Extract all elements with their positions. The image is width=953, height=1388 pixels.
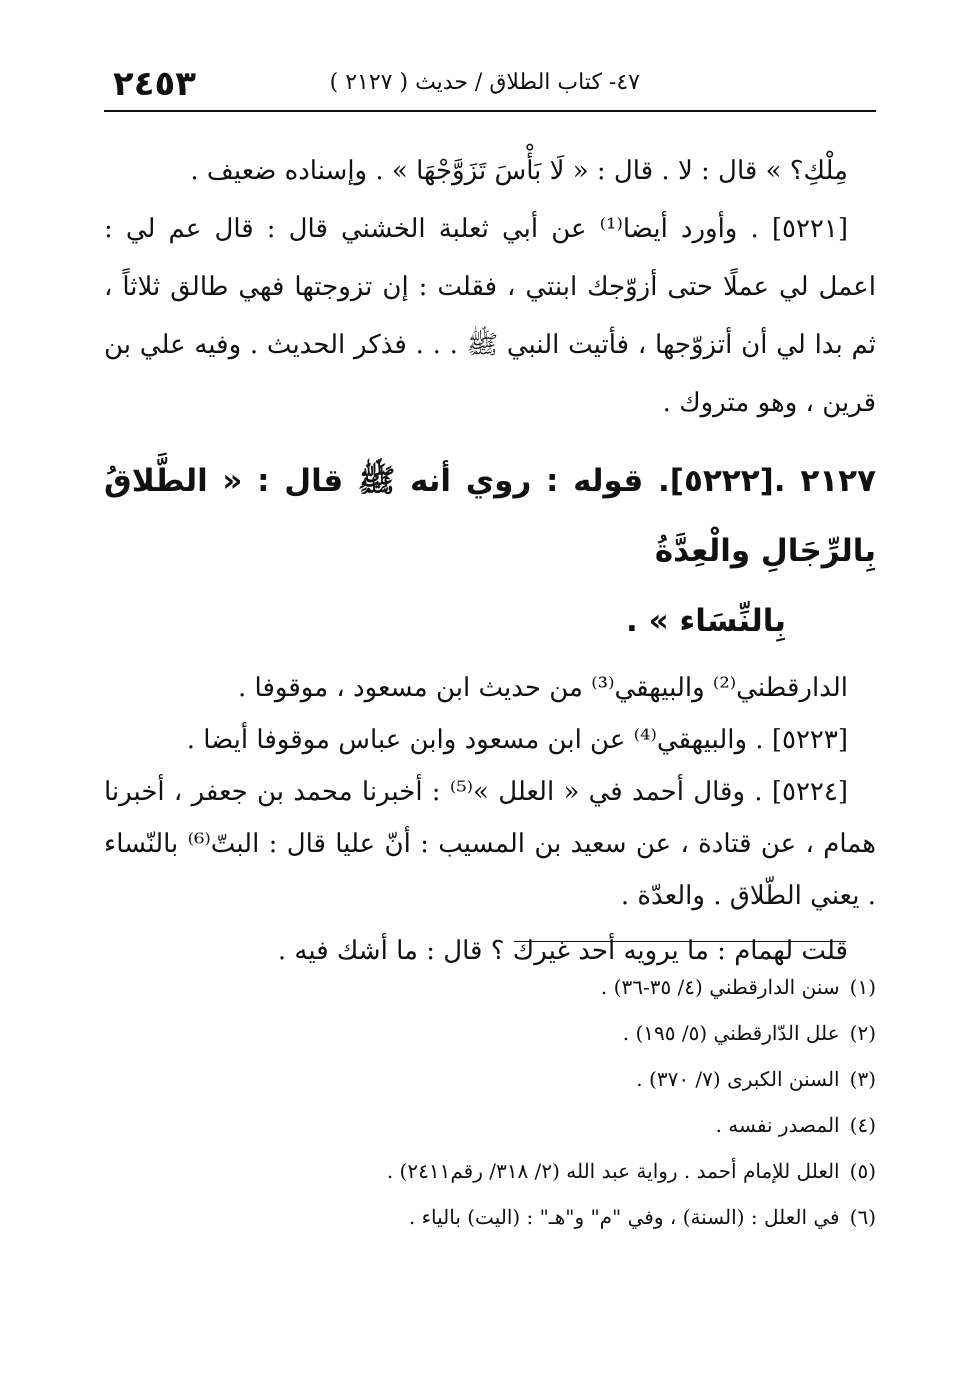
footnote-number: (٦)	[849, 1205, 876, 1229]
footnote-number: (٤)	[849, 1113, 876, 1137]
running-title: ٤٧- كتاب الطلاق / حديث ( ٢١٢٧ )	[329, 70, 640, 95]
footnote-item	[104, 1194, 876, 1240]
footnote-text: المصدر نفسه .	[715, 1113, 840, 1137]
footnote-number: (٥)	[849, 1159, 876, 1183]
page-number: ٢٤٥٣	[112, 64, 196, 104]
footnote-item	[104, 1148, 876, 1194]
footnotes-list	[104, 964, 876, 1240]
footnote-text: العلل للإمام أحمد . رواية عبد الله (٢/ ٣١٨/ رقم٢٤١١) .	[386, 1159, 840, 1183]
paragraph-5224: [٥٢٢٤] . وقال أحمد في « العلل »⁽⁵⁾ : أخبرنا محمد بن جعفر ، أخبرنا همام ، عن قتادة ، عن سعيد بن المسيب : أنّ عليا قال : البتّ⁽⁶⁾ بالنّساء . يعني الطّلاق . والعدّة .	[104, 777, 876, 911]
footnote-number: (٣)	[849, 1067, 876, 1091]
paragraph-sources: الدارقطني⁽²⁾ والبيهقي⁽³⁾ من حديث ابن مسعود ، موقوفا .	[238, 673, 848, 703]
hadith-heading	[104, 446, 876, 656]
footnote-item	[104, 1010, 876, 1056]
page-header	[104, 60, 876, 110]
footnote-item	[104, 1102, 876, 1148]
hadith-heading-line1: ٢١٢٧ .[٥٢٢٢]. قوله : روي أنه ﷺ قال : « الطَّلاقُ بِالرِّجَالِ والْعِدَّةُ	[104, 463, 876, 569]
footnote-text: في العلل : (السنة) ، وفي "م" و"هـ" : (اليت) بالياء .	[408, 1205, 840, 1229]
footnote-text: السنن الكبرى (٧/ ٣٧٠) .	[636, 1067, 840, 1091]
footnote-number: (٢)	[849, 1021, 876, 1045]
footnote-item	[104, 1056, 876, 1102]
paragraph-5223: [٥٢٢٣] . والبيهقي⁽⁴⁾ عن ابن مسعود وابن عباس موقوفا أيضا .	[186, 725, 848, 755]
footnote-text: علل الدّارقطني (٥/ ١٩٥) .	[622, 1021, 840, 1045]
footnote-item	[104, 964, 876, 1010]
footnote-text: سنن الدارقطني (٤/ ٣٥-٣٦) .	[600, 975, 840, 999]
hadith-heading-line2: بِالنِّسَاء » .	[626, 603, 786, 639]
paragraph-5221: [٥٢٢١] . وأورد أيضا⁽¹⁾ عن أبي ثعلبة الخشني قال : قال عم لي : اعمل لي عملًا حتى أزوّجك ابنتي ، فقلت : إن تزوجتها فهي طالق ثلاثاً ، ثم بدا لي أن أتزوّجها ، فأتيت النبي ﷺ . . . فذكر الحديث . وفيه علي بن قرين ، وهو متروك .	[104, 214, 876, 418]
footnote-number: (١)	[849, 975, 876, 999]
main-text	[104, 142, 876, 980]
paragraph-continuation: مِلْكِ؟ » قال : لا . قال : « لَا بَأْسَ تَزَوَّجْهَا » . وإسناده ضعيف .	[190, 156, 848, 186]
footnote-separator	[514, 941, 846, 942]
paragraph-comment: قلت لهمام : ما يرويه أحد غيرك ؟ قال : ما أشك فيه .	[277, 936, 848, 966]
header-rule	[104, 110, 876, 112]
